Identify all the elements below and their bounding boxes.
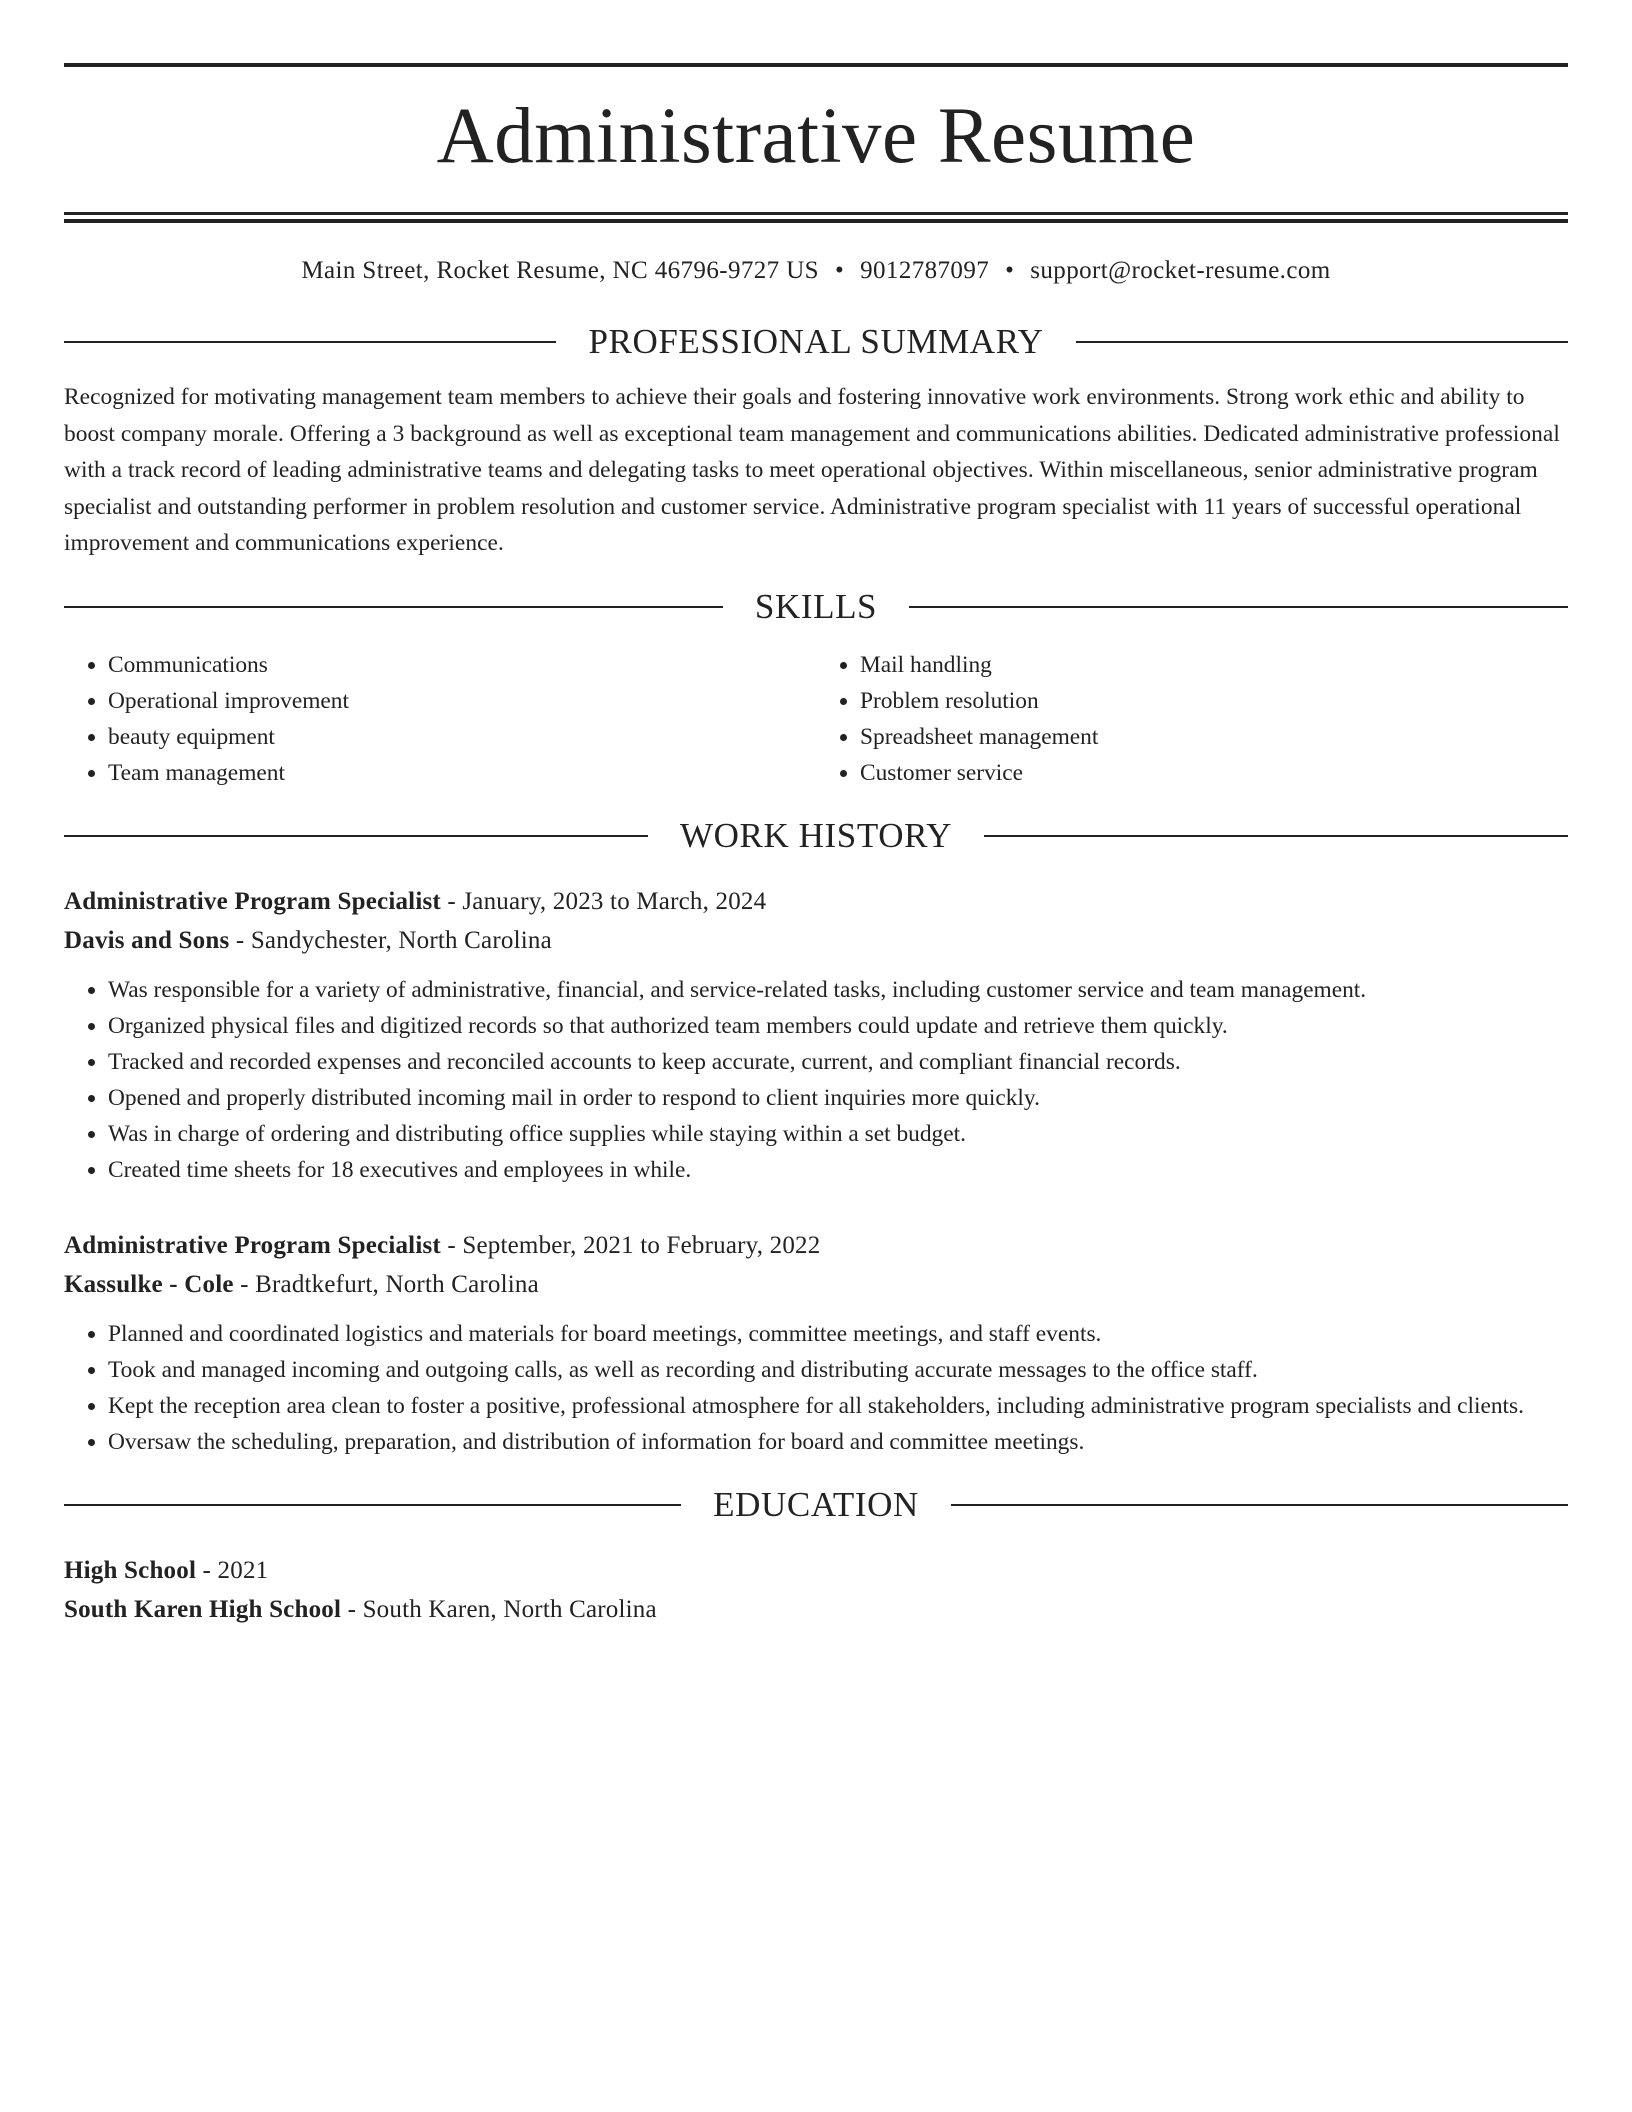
job-title: Administrative Program Specialist xyxy=(64,887,441,915)
skill-item: • beauty equipment xyxy=(108,719,816,755)
job-location: Bradtkefurt, North Carolina xyxy=(255,1270,539,1298)
divider-line xyxy=(984,835,1568,837)
divider-line xyxy=(64,835,648,837)
job-duty: • Was responsible for a variety of administrative, financial, and service-related tasks, including customer service and team management. xyxy=(108,972,1568,1008)
job-duty: • Created time sheets for 18 executives and employees in while. xyxy=(108,1152,1568,1188)
job-entry xyxy=(64,882,1568,1188)
job-company: Davis and Sons xyxy=(64,926,230,954)
resume-title: Administrative Resume xyxy=(436,93,1196,180)
job-title: Administrative Program Specialist xyxy=(64,1231,441,1259)
education-degree-line: High School - 2021 xyxy=(64,1556,269,1584)
education-entry xyxy=(64,1551,1568,1629)
job-location: Sandychester, North Carolina xyxy=(250,926,552,954)
contact-line xyxy=(64,256,1568,286)
job-duty: • Oversaw the scheduling, preparation, and distribution of information for board and committee meetings. xyxy=(108,1424,1568,1460)
education-heading: EDUCATION xyxy=(713,1484,919,1524)
divider-line xyxy=(909,606,1568,608)
title-double-rule xyxy=(64,212,1568,223)
skills-list xyxy=(64,647,1568,791)
job-dates: September, 2021 to February, 2022 xyxy=(462,1231,821,1259)
education-location: South Karen, North Carolina xyxy=(362,1595,657,1623)
contact-address: Main Street, Rocket Resume, NC 46796-9727 US xyxy=(301,257,819,284)
summary-text: Recognized for motivating management team members to achieve their goals and fostering innovative work environments. Strong work ethic and ability to boost company morale. Offering a 3 background as well as exceptional team management and communications abilities. Dedicated administrative professional with a track record of leading administrative teams and delegating tasks to meet operational objectives. Within miscellaneous, senior administrative program specialist and outstanding performer in problem resolution and customer service. Administrative program specialist with 11 years of successful operational improvement and communications experience. xyxy=(64,384,1560,556)
job-company: Kassulke - Cole xyxy=(64,1270,234,1298)
job-duties xyxy=(64,1316,1568,1460)
skills-section-header xyxy=(64,586,1568,628)
summary-heading: PROFESSIONAL SUMMARY xyxy=(588,322,1044,361)
skill-item: • Communications xyxy=(108,647,816,683)
job-duties xyxy=(64,972,1568,1188)
skill-item: • Problem resolution xyxy=(860,683,1568,719)
job-company-line: Davis and Sons - Sandychester, North Carolina xyxy=(64,926,552,954)
summary-section-header xyxy=(64,321,1568,363)
skill-item: • Team management xyxy=(108,755,816,791)
job-duty: • Kept the reception area clean to foster a positive, professional atmosphere for all stakeholders, including administrative program specialists and clients. xyxy=(108,1388,1568,1424)
skills-column-right xyxy=(816,647,1568,791)
skill-item: • Customer service xyxy=(860,755,1568,791)
job-duty: • Was in charge of ordering and distributing office supplies while staying within a set budget. xyxy=(108,1116,1568,1152)
contact-phone: 9012787097 xyxy=(860,257,990,284)
job-title-line: Administrative Program Specialist - September, 2021 to February, 2022 xyxy=(64,1231,821,1259)
education-school-line: South Karen High School - South Karen, North Carolina xyxy=(64,1595,657,1623)
job-duty: • Organized physical files and digitized records so that authorized team members could update and retrieve them quickly. xyxy=(108,1008,1568,1044)
divider-line xyxy=(1076,341,1568,343)
job-duty: • Planned and coordinated logistics and materials for board meetings, committee meetings, and staff events. xyxy=(108,1316,1568,1352)
job-duty: • Opened and properly distributed incoming mail in order to respond to client inquiries more quickly. xyxy=(108,1080,1568,1116)
divider-line xyxy=(64,341,556,343)
contact-email: support@rocket-resume.com xyxy=(1030,257,1331,284)
job-dates: January, 2023 to March, 2024 xyxy=(462,887,767,915)
contact-separator: • xyxy=(834,257,845,284)
job-entry xyxy=(64,1226,1568,1460)
education-degree: High School xyxy=(64,1556,197,1584)
job-title-line: Administrative Program Specialist - January, 2023 to March, 2024 xyxy=(64,887,767,915)
education-school: South Karen High School xyxy=(64,1595,342,1623)
divider-line xyxy=(64,606,723,608)
education-section-header xyxy=(64,1484,1568,1526)
skill-item: • Spreadsheet management xyxy=(860,719,1568,755)
top-rule xyxy=(64,63,1568,67)
skills-heading: SKILLS xyxy=(754,586,878,626)
job-duty: • Tracked and recorded expenses and reconciled accounts to keep accurate, current, and compliant financial records. xyxy=(108,1044,1568,1080)
education-year: 2021 xyxy=(217,1556,269,1584)
divider-line xyxy=(951,1504,1568,1506)
skill-item: • Mail handling xyxy=(860,647,1568,683)
work-section-header xyxy=(64,815,1568,857)
job-duty: • Took and managed incoming and outgoing calls, as well as recording and distributing accurate messages to the office staff. xyxy=(108,1352,1568,1388)
contact-separator: • xyxy=(1005,257,1015,284)
skill-item: • Operational improvement xyxy=(108,683,816,719)
job-company-line: Kassulke - Cole - Bradtkefurt, North Carolina xyxy=(64,1270,539,1298)
divider-line xyxy=(64,1504,681,1506)
work-heading: WORK HISTORY xyxy=(680,815,952,855)
skills-column-left xyxy=(64,647,816,791)
